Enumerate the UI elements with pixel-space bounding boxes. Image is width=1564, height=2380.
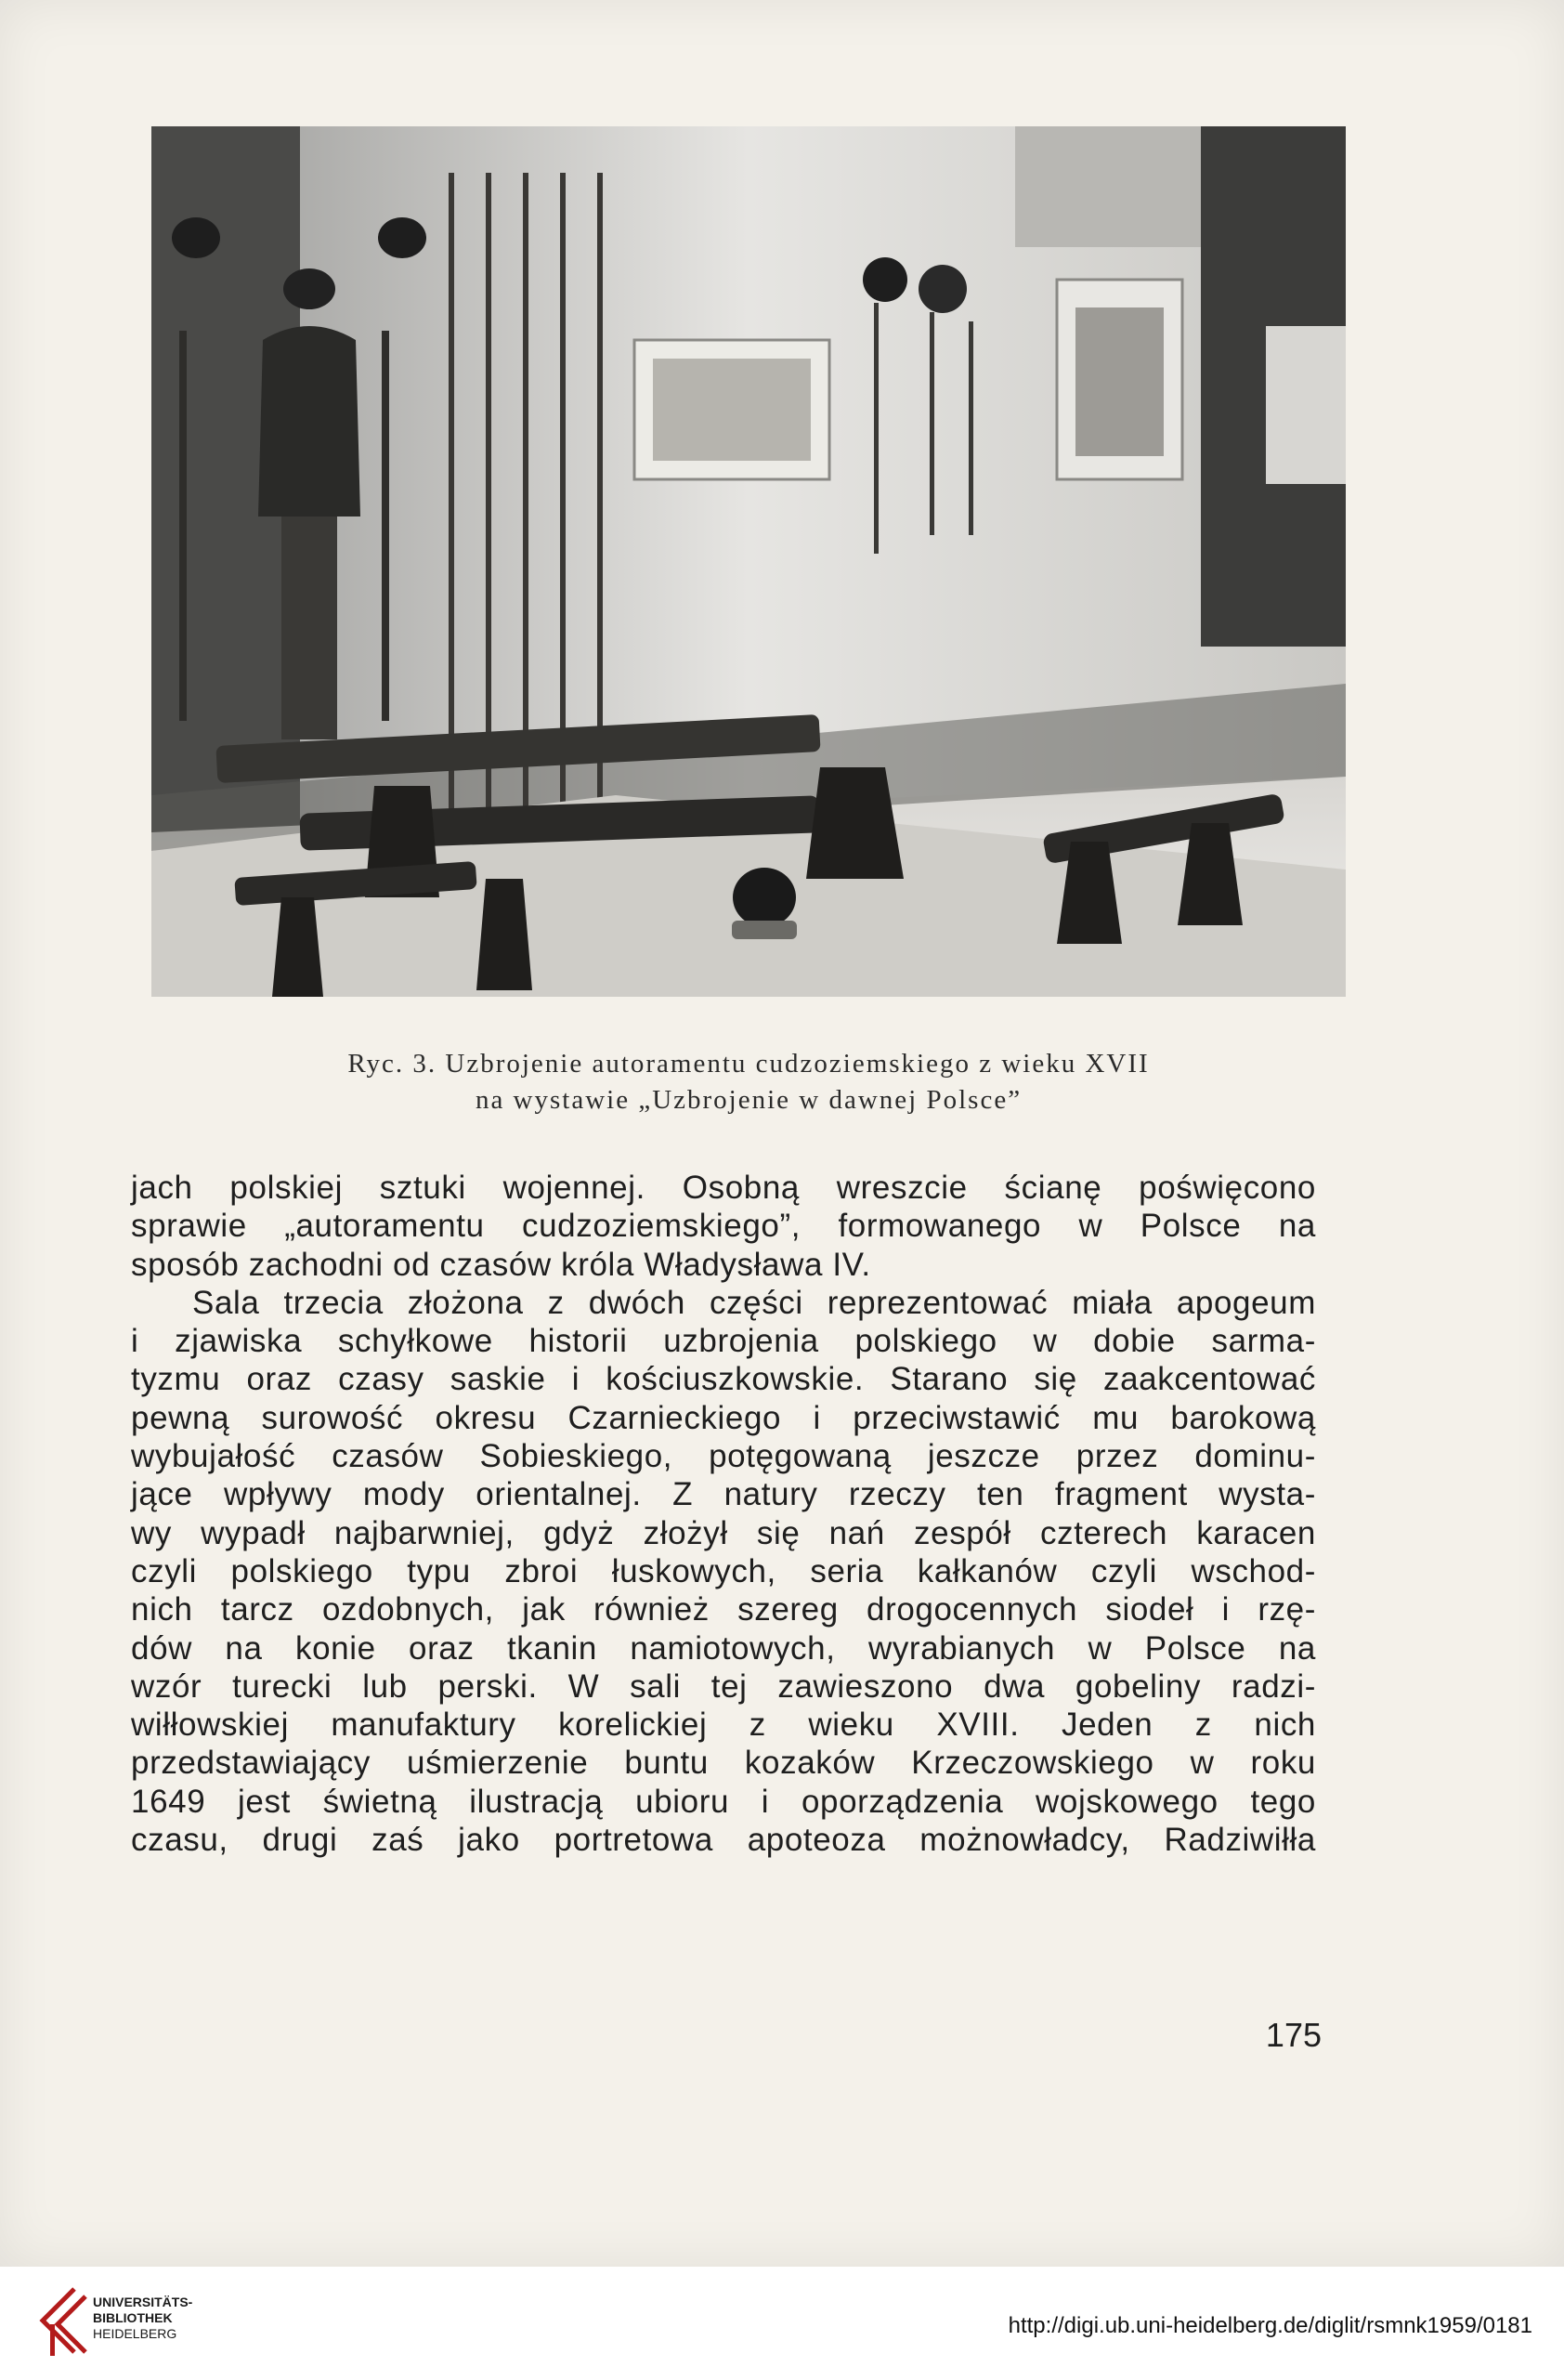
text-line: czyli polskiego typu zbroi łuskowych, seria kałkanów czyli wschod- [131, 1552, 1316, 1589]
text-line: przedstawiający uśmierzenie buntu kozaków Krzeczowskiego w roku [131, 1745, 1316, 1782]
text-line: czasu, drugi zaś jako portretowa apoteoza możnowładcy, Radziwiłła [131, 1822, 1316, 1859]
text-line: 1649 jest świetną ilustracją ubioru i oporządzenia wojskowego tego [131, 1783, 1316, 1820]
text-line: i zjawiska schyłkowe historii uzbrojenia polskiego w dobie sarma- [131, 1323, 1316, 1360]
text-line: dów na konie oraz tkanin namiotowych, wyrabianych w Polsce na [131, 1629, 1316, 1667]
library-line-2: BIBLIOTHEK [93, 2310, 173, 2325]
text-line: pewną surowość okresu Czarnieckiego i przeciwstawić mu barokową [131, 1399, 1316, 1436]
library-line-1: UNIVERSITÄTS- [93, 2295, 193, 2309]
text-line: wiłłowskiej manufaktury korelickiej z wieku XVIII. Jeden z nich [131, 1707, 1316, 1744]
text-line: wy wypadł najbarwniej, gdyż złożył się nań zespół czterech karacen [131, 1514, 1316, 1551]
text-line: sposób zachodni od czasów króla Władysława IV. [131, 1246, 871, 1283]
body-text [131, 1169, 1316, 1859]
caption-line-1: Ryc. 3. Uzbrojenie autoramentu cudzoziemskiego z wieku XVII [347, 1049, 1150, 1079]
source-url-link[interactable]: http://digi.ub.uni-heidelberg.de/diglit/rsmnk1959/0181 [1008, 2313, 1532, 2338]
text-line: nich tarcz ozdobnych, jak również szereg drogocennych siodeł i rzę- [131, 1591, 1316, 1628]
caption-line-2: na wystawie „Uzbrojenie w dawnej Polsce” [475, 1085, 1023, 1115]
text-line: wzór turecki lub perski. W sali tej zawieszono dwa gobeliny radzi- [131, 1667, 1316, 1705]
text-line: sprawie „autoramentu cudzoziemskiego”, formowanego w Polsce na [131, 1208, 1316, 1245]
text-line: jące wpływy mody orientalnej. Z natury rzeczy ten fragment wysta- [131, 1476, 1316, 1513]
text-line: tyzmu oraz czasy saskie i kościuszkowskie. Starano się zaakcentować [131, 1361, 1316, 1398]
figure-caption [151, 1046, 1346, 1118]
text-line: jach polskiej sztuki wojennej. Osobną wreszcie ścianę poświęcono [131, 1170, 1316, 1206]
library-name [93, 2295, 192, 2342]
exhibition-photograph [151, 126, 1346, 997]
page-number: 175 [1265, 2016, 1322, 2054]
text-line: Sala trzecia złożona z dwóch części reprezentować miała apogeum [192, 1284, 1316, 1321]
library-logo-icon [33, 2283, 93, 2361]
library-line-3: HEIDELBERG [93, 2326, 177, 2341]
text-line: wybujałość czasów Sobieskiego, potęgowaną jeszcze przez dominu- [131, 1438, 1316, 1475]
